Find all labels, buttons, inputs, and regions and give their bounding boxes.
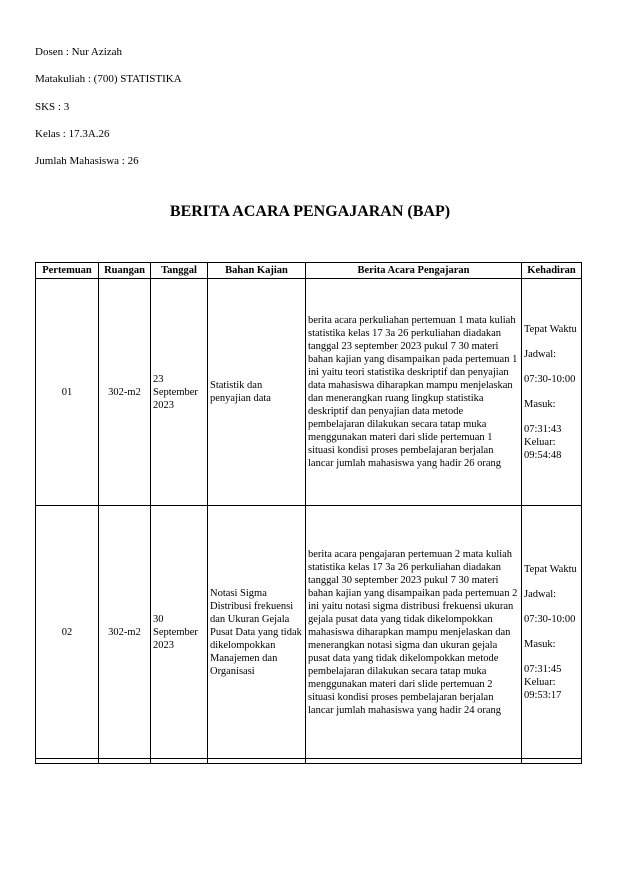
col-ruangan: Ruangan: [99, 263, 151, 279]
tanggal-cell: 23 September 2023: [151, 279, 208, 506]
empty-cell: [36, 759, 99, 764]
pertemuan-cell: 01: [36, 279, 99, 506]
jumlah-mahasiswa-label: Jumlah Mahasiswa : 26: [35, 155, 139, 167]
table-row: [36, 279, 582, 506]
col-berita-acara: Berita Acara Pengajaran: [306, 263, 522, 279]
ruangan-cell: 302-m2: [99, 506, 151, 759]
status-text: Tepat Waktu: [524, 323, 577, 335]
status-text: Tepat Waktu: [524, 563, 577, 575]
masuk-label: Masuk:: [524, 638, 556, 650]
keluar-label: Keluar:: [524, 676, 556, 688]
table-header-row: [36, 263, 582, 279]
col-tanggal: Tanggal: [151, 263, 208, 279]
empty-cell: [306, 759, 522, 764]
berita-acara-cell: berita acara pengajaran pertemuan 2 mata kuliah statistika kelas 17 3a 26 perkuliahan diadakan tanggal 30 september 2023 pukul 7 30 materi bahan kajian yang disampaikan pada pertemuan 2 ini yaitu notasi sigma distribusi frekuensi ukuran gejala pusat data yang tidak dikelompokkan mahasiswa diharapkan mampu menjelaskan dan menerangkan notasi sigma dan ukuran gejala pusat data yang tidak dikelompokkan metode pembelajaran dilakukan secara tatap muka menggunakan materi dari slide pertemuan 2 situasi kondisi proses pembelajaran berjalan lancar jumlah mahasiswa yang hadir 24 orang: [306, 506, 522, 759]
empty-cell: [522, 759, 582, 764]
empty-cell: [99, 759, 151, 764]
keluar-value: 09:53:17: [524, 689, 562, 701]
keluar-value: 09:54:48: [524, 449, 562, 461]
empty-cell: [151, 759, 208, 764]
ruangan-cell: 302-m2: [99, 279, 151, 506]
kehadiran-cell: [522, 279, 582, 506]
empty-cell: [208, 759, 306, 764]
page-title: BERITA ACARA PENGAJARAN (BAP): [169, 203, 451, 220]
col-bahan-kajian: Bahan Kajian: [208, 263, 306, 279]
dosen-label: Dosen : Nur Azizah: [35, 46, 123, 58]
table-row-cut: [36, 759, 582, 764]
kelas-label: Kelas : 17.3A.26: [35, 128, 110, 140]
bap-table: [35, 262, 582, 764]
tanggal-cell: 30 September 2023: [151, 506, 208, 759]
pertemuan-cell: 02: [36, 506, 99, 759]
kehadiran-cell: [522, 506, 582, 759]
table-row: [36, 506, 582, 759]
masuk-value: 07:31:43: [524, 423, 562, 435]
masuk-label: Masuk:: [524, 398, 556, 410]
bahan-kajian-cell: Statistik dan penyajian data: [208, 279, 306, 506]
masuk-value: 07:31:45: [524, 663, 562, 675]
jadwal-label: Jadwal:: [524, 348, 557, 360]
col-pertemuan: Pertemuan: [36, 263, 99, 279]
sks-label: SKS : 3: [35, 101, 70, 113]
bahan-kajian-cell: Notasi Sigma Distribusi frekuensi dan Ukuran Gejala Pusat Data yang tidak dikelompokkan Manajemen dan Organisasi: [208, 506, 306, 759]
jadwal-label: Jadwal:: [524, 588, 557, 600]
keluar-label: Keluar:: [524, 436, 556, 448]
berita-acara-cell: berita acara perkuliahan pertemuan 1 mata kuliah statistika kelas 17 3a 26 perkuliahan diadakan tanggal 23 september 2023 pukul 7 30 materi bahan kajian yang disampaikan pada pertemuan 1 ini yaitu teori statistika deskriptif dan penyajian data mahasiswa diharapkan mampu menjelaskan dan menerangkan ruang lingkup statistika deskriptif dan penyajian data metode pembelajaran dilakukan secara tatap muka menggunakan materi dari slide pertemuan 1 situasi kondisi proses pembelajaran berjalan lancar jumlah mahasiswa yang hadir 26 orang: [306, 279, 522, 506]
jadwal-value: 07:30-10:00: [524, 373, 576, 385]
matakuliah-label: Matakuliah : (700) STATISTIKA: [35, 73, 182, 85]
col-kehadiran: Kehadiran: [522, 263, 582, 279]
jadwal-value: 07:30-10:00: [524, 613, 576, 625]
